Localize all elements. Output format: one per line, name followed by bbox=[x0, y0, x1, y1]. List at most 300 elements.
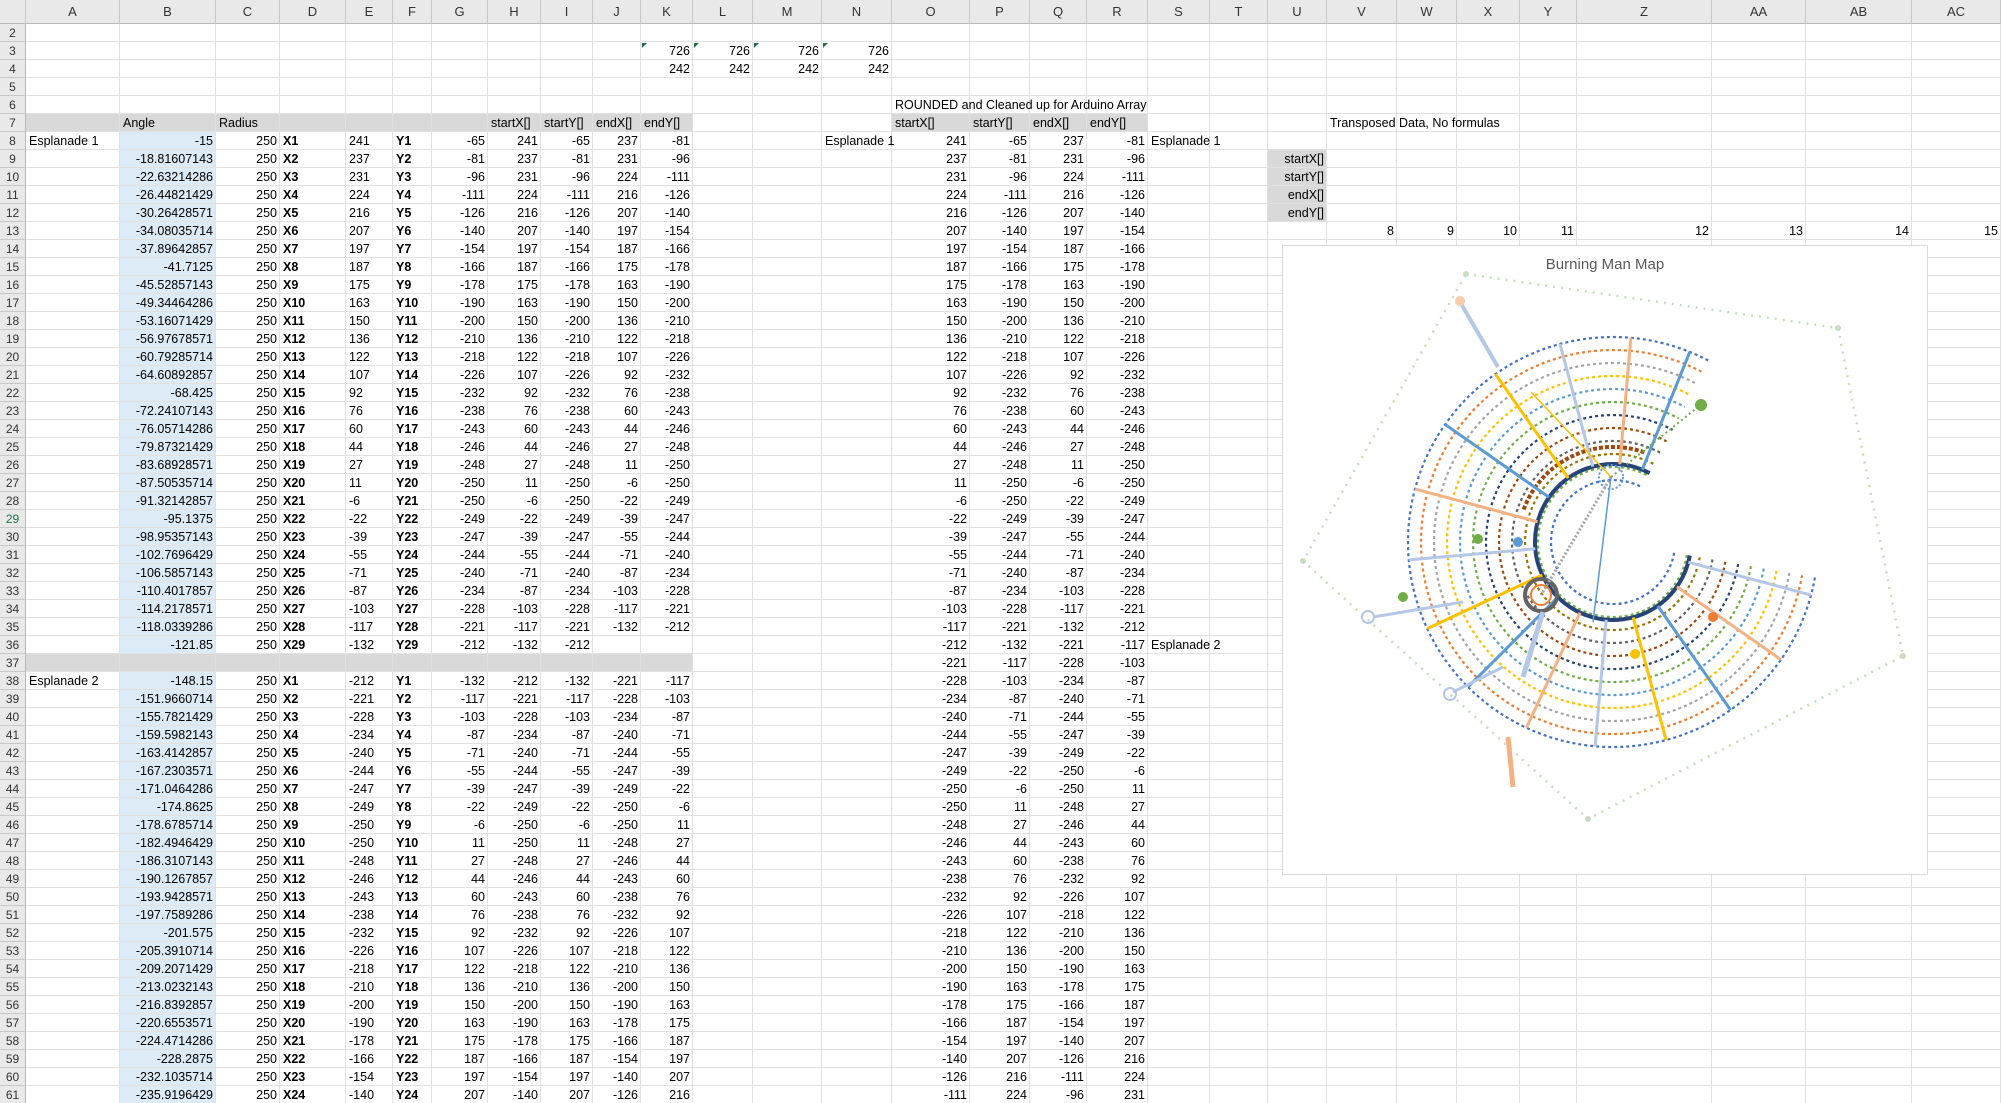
row-header-48[interactable]: 48 bbox=[0, 852, 26, 870]
cell-startx[interactable]: 11 bbox=[525, 476, 538, 490]
cell-angle[interactable]: -220.6553571 bbox=[135, 1016, 213, 1030]
cell-endy[interactable]: -6 bbox=[678, 800, 690, 814]
cell-top-value[interactable]: 726 bbox=[798, 44, 819, 58]
cell-angle[interactable]: -193.9428571 bbox=[135, 890, 213, 904]
cell-x-label[interactable]: X13 bbox=[283, 890, 306, 904]
cell-angle[interactable]: -163.4142857 bbox=[135, 746, 213, 760]
cell-rounded-startx[interactable]: 197 bbox=[946, 242, 967, 256]
row-header-52[interactable]: 52 bbox=[0, 924, 26, 942]
cell-rounded-endx[interactable]: -166 bbox=[1058, 998, 1084, 1012]
cell-rounded-endx[interactable]: 163 bbox=[1063, 278, 1084, 292]
cell-endx[interactable]: 197 bbox=[617, 224, 638, 238]
cell-rounded-endy[interactable]: -226 bbox=[1119, 350, 1145, 364]
cell-rounded-endx[interactable]: -249 bbox=[1058, 746, 1084, 760]
row-header-22[interactable]: 22 bbox=[0, 384, 26, 402]
cell-starty[interactable]: 122 bbox=[569, 962, 590, 976]
cell-rounded-startx[interactable]: -154 bbox=[941, 1034, 967, 1048]
cell-starty[interactable]: -244 bbox=[564, 548, 590, 562]
cell-rounded-startx[interactable]: -103 bbox=[941, 602, 967, 616]
cell-endx[interactable]: -228 bbox=[612, 692, 638, 706]
cell-x-value[interactable]: -190 bbox=[349, 1016, 375, 1030]
cell-x-value[interactable]: -6 bbox=[349, 494, 361, 508]
cell-x-label[interactable]: X18 bbox=[283, 440, 306, 454]
cell-rounded-startx[interactable]: -247 bbox=[941, 746, 967, 760]
cell-rounded-endy[interactable]: -248 bbox=[1119, 440, 1145, 454]
cell-x-label[interactable]: X9 bbox=[283, 818, 299, 832]
cell-x-value[interactable]: -140 bbox=[349, 1088, 375, 1102]
cell-rounded-starty[interactable]: -226 bbox=[1001, 368, 1027, 382]
cell-y-value[interactable]: -247 bbox=[459, 530, 485, 544]
cell-x-value[interactable]: -71 bbox=[349, 566, 368, 580]
cell-x-value[interactable]: -246 bbox=[349, 872, 375, 886]
cell-rounded-startx[interactable]: 122 bbox=[946, 350, 967, 364]
cell-y-value[interactable]: -96 bbox=[466, 170, 485, 184]
cell-x-value[interactable]: -243 bbox=[349, 890, 375, 904]
cell-angle[interactable]: -121.85 bbox=[170, 638, 213, 652]
cell-rounded-starty[interactable]: -200 bbox=[1001, 314, 1027, 328]
cell-angle[interactable]: -205.3910714 bbox=[135, 944, 213, 958]
cell-x-label[interactable]: X20 bbox=[283, 1016, 306, 1030]
cell-x-label[interactable]: X4 bbox=[283, 188, 299, 202]
cell-endy[interactable]: -250 bbox=[664, 476, 690, 490]
cell-endx[interactable]: 122 bbox=[617, 332, 638, 346]
cell-rounded-endy[interactable]: -210 bbox=[1119, 314, 1145, 328]
column-header-Y[interactable]: Y bbox=[1520, 0, 1577, 24]
cell-y-label[interactable]: Y24 bbox=[396, 1088, 419, 1102]
cell-starty[interactable]: -81 bbox=[571, 152, 590, 166]
cell-radius[interactable]: 250 bbox=[256, 854, 277, 868]
cell-x-value[interactable]: -250 bbox=[349, 818, 375, 832]
cell-y-value[interactable]: -65 bbox=[466, 134, 485, 148]
cell-y-label[interactable]: Y20 bbox=[396, 1016, 419, 1030]
cell-rounded-startx[interactable]: -243 bbox=[941, 854, 967, 868]
cell-startx[interactable]: 175 bbox=[517, 278, 538, 292]
cell-rounded-endy[interactable]: -39 bbox=[1126, 728, 1145, 742]
cell-endy[interactable]: -250 bbox=[664, 458, 690, 472]
cell-x-label[interactable]: X24 bbox=[283, 1088, 306, 1102]
cell-top-value[interactable]: 242 bbox=[669, 62, 690, 76]
cell-rounded-startx[interactable]: 207 bbox=[946, 224, 967, 238]
cell-x-label[interactable]: X3 bbox=[283, 710, 299, 724]
row-header-20[interactable]: 20 bbox=[0, 348, 26, 366]
column-header-N[interactable]: N bbox=[822, 0, 892, 24]
cell-radius[interactable]: 250 bbox=[256, 152, 277, 166]
cell-endy[interactable]: 122 bbox=[669, 944, 690, 958]
cell-rounded-startx[interactable]: 11 bbox=[954, 476, 967, 490]
cell-y-value[interactable]: 60 bbox=[471, 890, 485, 904]
cell-rounded-starty[interactable]: 60 bbox=[1013, 854, 1027, 868]
cell-endx[interactable]: -238 bbox=[612, 890, 638, 904]
cell-x-label[interactable] bbox=[280, 654, 346, 672]
cell-x-label[interactable]: X23 bbox=[283, 1070, 306, 1084]
cell-startx[interactable]: 207 bbox=[517, 224, 538, 238]
cell-radius[interactable] bbox=[216, 654, 280, 672]
cell-angle[interactable]: -151.9660714 bbox=[135, 692, 213, 706]
cell-x-value[interactable]: 76 bbox=[349, 404, 363, 418]
cell-rounded-endx[interactable]: -55 bbox=[1065, 530, 1084, 544]
cell-starty[interactable]: -190 bbox=[564, 296, 590, 310]
cell-endy[interactable]: 150 bbox=[669, 980, 690, 994]
cell-startx[interactable]: -132 bbox=[512, 638, 538, 652]
cell-x-label[interactable]: X18 bbox=[283, 980, 306, 994]
cell-y-value[interactable]: -238 bbox=[459, 404, 485, 418]
cell-x-value[interactable]: 231 bbox=[349, 170, 370, 184]
cell-starty[interactable] bbox=[541, 654, 593, 672]
row-header-16[interactable]: 16 bbox=[0, 276, 26, 294]
cell-starty[interactable]: 92 bbox=[576, 926, 590, 940]
cell-radius[interactable]: 250 bbox=[256, 764, 277, 778]
row-header-30[interactable]: 30 bbox=[0, 528, 26, 546]
cell-radius[interactable]: 250 bbox=[256, 584, 277, 598]
cell-startx[interactable]: -22 bbox=[519, 512, 538, 526]
cell-radius[interactable]: 250 bbox=[256, 314, 277, 328]
cell-y-label[interactable]: Y17 bbox=[396, 422, 419, 436]
cell-rounded-endy[interactable]: 224 bbox=[1124, 1070, 1145, 1084]
cell-y-value[interactable]: -140 bbox=[459, 224, 485, 238]
transposed-row-label[interactable]: endY[] bbox=[1287, 206, 1324, 220]
row-header-33[interactable]: 33 bbox=[0, 582, 26, 600]
cell-top-value[interactable]: 242 bbox=[868, 62, 889, 76]
column-header-B[interactable]: B bbox=[120, 0, 216, 24]
row-header-15[interactable]: 15 bbox=[0, 258, 26, 276]
cell-radius[interactable]: 250 bbox=[256, 494, 277, 508]
cell-rounded-endy[interactable]: -243 bbox=[1119, 404, 1145, 418]
cell-angle[interactable]: -224.4714286 bbox=[135, 1034, 213, 1048]
cell-x-label[interactable]: X10 bbox=[283, 296, 306, 310]
transposed-title[interactable]: Transposed Data, No formulas bbox=[1330, 116, 1500, 130]
cell-rounded-endx[interactable]: -200 bbox=[1058, 944, 1084, 958]
cell-y-value[interactable]: -87 bbox=[466, 728, 485, 742]
cell-angle[interactable]: -49.34464286 bbox=[135, 296, 213, 310]
cell-radius[interactable]: 250 bbox=[256, 692, 277, 706]
cell-x-label[interactable]: X12 bbox=[283, 332, 306, 346]
cell-y-label[interactable]: Y9 bbox=[396, 278, 412, 292]
column-header-K[interactable]: K bbox=[641, 0, 693, 24]
transposed-row-label[interactable]: startY[] bbox=[1284, 170, 1324, 184]
cell-y-value[interactable]: 11 bbox=[472, 836, 485, 850]
cell-top-value[interactable]: 726 bbox=[729, 44, 750, 58]
cell-x-label[interactable]: X20 bbox=[283, 476, 306, 490]
cell-rounded-starty[interactable]: -243 bbox=[1001, 422, 1027, 436]
cell-endx[interactable]: 136 bbox=[617, 314, 638, 328]
cell-startx[interactable]: -232 bbox=[512, 926, 538, 940]
cell-rounded-starty[interactable]: 76 bbox=[1013, 872, 1027, 886]
cell-endx[interactable]: -166 bbox=[612, 1034, 638, 1048]
cell-angle[interactable]: -15 bbox=[194, 134, 213, 148]
cell-angle[interactable]: -34.08035714 bbox=[135, 224, 213, 238]
cell-y-label[interactable]: Y23 bbox=[396, 530, 419, 544]
cell-endy[interactable]: -228 bbox=[664, 584, 690, 598]
cell-x-label[interactable]: X15 bbox=[283, 926, 306, 940]
row-header-42[interactable]: 42 bbox=[0, 744, 26, 762]
row-header-58[interactable]: 58 bbox=[0, 1032, 26, 1050]
cell-y-label[interactable]: Y21 bbox=[396, 1034, 419, 1048]
cell-x-value[interactable]: 197 bbox=[349, 242, 370, 256]
cell-y-value[interactable]: -6 bbox=[473, 818, 485, 832]
cell-endy[interactable]: 175 bbox=[669, 1016, 690, 1030]
cell-y-value[interactable]: -210 bbox=[459, 332, 485, 346]
cell-x-label[interactable]: X7 bbox=[283, 782, 299, 796]
cell-x-value[interactable]: 216 bbox=[349, 206, 370, 220]
cell-startx[interactable]: -247 bbox=[512, 782, 538, 796]
cell-x-value[interactable]: -212 bbox=[349, 674, 375, 688]
cell-rounded-endx[interactable]: -22 bbox=[1065, 494, 1084, 508]
cell-rounded-startx[interactable]: -166 bbox=[941, 1016, 967, 1030]
cell-starty[interactable]: -248 bbox=[564, 458, 590, 472]
cell-radius[interactable]: 250 bbox=[256, 836, 277, 850]
row-header-24[interactable]: 24 bbox=[0, 420, 26, 438]
cell-endy[interactable]: -248 bbox=[664, 440, 690, 454]
cell-rounded-starty[interactable]: -244 bbox=[1001, 548, 1027, 562]
cell-rounded-endy[interactable]: -228 bbox=[1119, 584, 1145, 598]
cell-rounded-endx[interactable]: -117 bbox=[1059, 602, 1084, 616]
cell-starty[interactable]: -65 bbox=[571, 134, 590, 148]
cell-rounded-startx[interactable]: -55 bbox=[948, 548, 967, 562]
row-header-9[interactable]: 9 bbox=[0, 150, 26, 168]
cell-starty[interactable]: -87 bbox=[571, 728, 590, 742]
cell-x-value[interactable]: -39 bbox=[349, 530, 368, 544]
cell-radius[interactable]: 250 bbox=[256, 890, 277, 904]
cell-y-value[interactable]: -250 bbox=[459, 476, 485, 490]
cell-x-value[interactable]: -166 bbox=[349, 1052, 375, 1066]
cell-radius[interactable]: 250 bbox=[256, 728, 277, 742]
cell-angle[interactable]: -190.1267857 bbox=[135, 872, 213, 886]
cell-endx[interactable]: -247 bbox=[612, 764, 638, 778]
cell-x-label[interactable]: X12 bbox=[283, 872, 306, 886]
cell-rounded-starty[interactable]: -55 bbox=[1008, 728, 1027, 742]
cell-y-value[interactable]: -166 bbox=[459, 260, 485, 274]
cell-rounded-starty[interactable]: -240 bbox=[1001, 566, 1027, 580]
cell-rounded-starty[interactable]: -132 bbox=[1001, 638, 1027, 652]
cell-endy[interactable]: -111 bbox=[666, 170, 690, 184]
cell-endy[interactable]: 187 bbox=[669, 1034, 690, 1048]
cell-x-value[interactable]: 122 bbox=[349, 350, 370, 364]
cell-endy[interactable]: -22 bbox=[671, 782, 690, 796]
cell-startx[interactable]: -178 bbox=[512, 1034, 538, 1048]
cell-y-label[interactable]: Y8 bbox=[396, 260, 412, 274]
cell-rounded-endy[interactable]: 136 bbox=[1124, 926, 1145, 940]
cell-rounded-endx[interactable]: -87 bbox=[1065, 566, 1084, 580]
cell-rounded-endx[interactable]: 92 bbox=[1070, 368, 1084, 382]
cell-startx[interactable]: 44 bbox=[524, 440, 538, 454]
cell-rounded-endx[interactable]: -221 bbox=[1058, 638, 1084, 652]
cell-rounded-endy[interactable]: -22 bbox=[1126, 746, 1145, 760]
cell-rounded-starty[interactable]: -246 bbox=[1001, 440, 1027, 454]
cell-rounded-starty[interactable]: 187 bbox=[1006, 1016, 1027, 1030]
cell-x-value[interactable]: -218 bbox=[349, 962, 375, 976]
cell-rounded-endx[interactable]: -111 bbox=[1060, 1070, 1084, 1084]
cell-y-label[interactable]: Y19 bbox=[396, 458, 419, 472]
cell-radius[interactable]: 250 bbox=[256, 962, 277, 976]
cell-endy[interactable]: 27 bbox=[676, 836, 690, 850]
cell-endx[interactable]: -55 bbox=[619, 530, 638, 544]
cell-rounded-endy[interactable]: 60 bbox=[1131, 836, 1145, 850]
cell-y-value[interactable]: 92 bbox=[471, 926, 485, 940]
cell-rounded-starty[interactable]: -178 bbox=[1001, 278, 1027, 292]
cell-rounded-endx[interactable]: 44 bbox=[1070, 422, 1084, 436]
cell-angle[interactable] bbox=[120, 654, 216, 672]
label-esplanade-1[interactable]: Esplanade 1 bbox=[29, 134, 99, 148]
cell-endx[interactable]: -250 bbox=[612, 818, 638, 832]
cell-rounded-starty[interactable]: -190 bbox=[1001, 296, 1027, 310]
cell-rounded-startx[interactable]: -248 bbox=[941, 818, 967, 832]
row-header-2[interactable]: 2 bbox=[0, 24, 26, 42]
cell-top-value[interactable]: 242 bbox=[729, 62, 750, 76]
cell-startx[interactable]: -240 bbox=[512, 746, 538, 760]
cell-rounded-endx[interactable]: -240 bbox=[1058, 692, 1084, 706]
row-header-44[interactable]: 44 bbox=[0, 780, 26, 798]
cell-endy[interactable]: -117 bbox=[665, 674, 690, 688]
cell-y-label[interactable]: Y24 bbox=[396, 548, 419, 562]
cell-y-value[interactable]: -111 bbox=[461, 188, 485, 202]
cell-x-value[interactable]: 92 bbox=[349, 386, 363, 400]
cell-endy[interactable]: -126 bbox=[664, 188, 690, 202]
cell-starty[interactable]: -140 bbox=[564, 224, 590, 238]
cell-endy[interactable]: -246 bbox=[664, 422, 690, 436]
cell-y-label[interactable]: Y13 bbox=[396, 350, 419, 364]
cell-x-value[interactable]: 207 bbox=[349, 224, 370, 238]
column-header-Z[interactable]: Z bbox=[1577, 0, 1712, 24]
cell-endx[interactable]: -232 bbox=[612, 908, 638, 922]
cell-endx[interactable]: -39 bbox=[619, 512, 638, 526]
cell-endy[interactable]: -71 bbox=[671, 728, 690, 742]
cell-x-label[interactable]: X28 bbox=[283, 620, 306, 634]
header-angle[interactable]: Angle bbox=[123, 116, 155, 130]
cell-rounded-endx[interactable]: 237 bbox=[1063, 134, 1084, 148]
cell-rounded-starty[interactable]: 197 bbox=[1006, 1034, 1027, 1048]
cell-angle[interactable]: -216.8392857 bbox=[135, 998, 213, 1012]
cell-starty[interactable]: -178 bbox=[564, 278, 590, 292]
row-header-8[interactable]: 8 bbox=[0, 132, 26, 150]
cell-y-label[interactable]: Y23 bbox=[396, 1070, 419, 1084]
row-header-14[interactable]: 14 bbox=[0, 240, 26, 258]
cell-rounded-endy[interactable]: 207 bbox=[1124, 1034, 1145, 1048]
cell-y-value[interactable]: -243 bbox=[459, 422, 485, 436]
cell-rounded-startx[interactable]: -240 bbox=[941, 710, 967, 724]
cell-rounded-startx[interactable]: -250 bbox=[941, 782, 967, 796]
column-header-G[interactable]: G bbox=[432, 0, 488, 24]
column-header-V[interactable]: V bbox=[1327, 0, 1397, 24]
cell-angle[interactable]: -72.24107143 bbox=[135, 404, 213, 418]
cell-angle[interactable]: -235.9196429 bbox=[135, 1088, 213, 1102]
cell-rounded-starty[interactable]: 136 bbox=[1006, 944, 1027, 958]
cell-x-value[interactable]: 136 bbox=[349, 332, 370, 346]
cell-y-value[interactable]: 27 bbox=[471, 854, 485, 868]
cell-y-label[interactable]: Y18 bbox=[396, 980, 419, 994]
cell-y-label[interactable]: Y12 bbox=[396, 332, 419, 346]
transposed-number[interactable]: 11 bbox=[1561, 224, 1574, 238]
cell-rounded-startx[interactable]: -232 bbox=[941, 890, 967, 904]
cell-starty[interactable]: -232 bbox=[564, 386, 590, 400]
cell-y-value[interactable]: -71 bbox=[466, 746, 485, 760]
cell-rounded-endy[interactable]: -71 bbox=[1126, 692, 1145, 706]
cell-rounded-startx[interactable]: 44 bbox=[953, 440, 967, 454]
cell-endy[interactable]: -154 bbox=[664, 224, 690, 238]
column-header-AA[interactable]: AA bbox=[1712, 0, 1806, 24]
cell-starty[interactable]: -166 bbox=[564, 260, 590, 274]
rounded-header-endy[interactable]: endY[] bbox=[1090, 116, 1127, 130]
cell-radius[interactable]: 250 bbox=[256, 458, 277, 472]
cell-rounded-startx[interactable]: -87 bbox=[948, 584, 967, 598]
cell-rounded-endy[interactable]: 150 bbox=[1124, 944, 1145, 958]
cell-angle[interactable]: -228.2875 bbox=[156, 1052, 213, 1066]
cell-endy[interactable]: 136 bbox=[669, 962, 690, 976]
cell-rounded-endx[interactable]: -234 bbox=[1058, 674, 1084, 688]
cell-x-label[interactable]: X19 bbox=[283, 458, 306, 472]
cell-endx[interactable]: -87 bbox=[619, 566, 638, 580]
cell-rounded-endy[interactable]: 231 bbox=[1124, 1088, 1145, 1102]
cell-rounded-endy[interactable]: -166 bbox=[1119, 242, 1145, 256]
chart-burning-man-map[interactable] bbox=[1282, 245, 1928, 875]
cell-y-value[interactable]: -221 bbox=[459, 620, 485, 634]
column-header-S[interactable]: S bbox=[1148, 0, 1210, 24]
cell-endx[interactable]: 76 bbox=[624, 386, 638, 400]
column-header-T[interactable]: T bbox=[1210, 0, 1268, 24]
cell-x-label[interactable]: X13 bbox=[283, 350, 306, 364]
cell-x-label[interactable]: X2 bbox=[283, 152, 299, 166]
cell-rounded-endy[interactable]: -218 bbox=[1119, 332, 1145, 346]
cell-rounded-startx[interactable]: -246 bbox=[941, 836, 967, 850]
cell-y-value[interactable]: 207 bbox=[464, 1088, 485, 1102]
column-header-AC[interactable]: AC bbox=[1912, 0, 2001, 24]
row-header-3[interactable]: 3 bbox=[0, 42, 26, 60]
cell-y-label[interactable]: Y22 bbox=[396, 1052, 419, 1066]
cell-x-label[interactable]: X22 bbox=[283, 1052, 306, 1066]
cell-x-value[interactable]: -232 bbox=[349, 926, 375, 940]
cell-angle[interactable]: -106.5857143 bbox=[135, 566, 213, 580]
cell-rounded-startx[interactable]: 60 bbox=[953, 422, 967, 436]
cell-y-label[interactable]: Y13 bbox=[396, 890, 419, 904]
cell-y-label[interactable]: Y6 bbox=[396, 764, 412, 778]
cell-rounded-endy[interactable]: -249 bbox=[1119, 494, 1145, 508]
cell-rounded-startx[interactable]: -226 bbox=[941, 908, 967, 922]
cell-y-value[interactable]: -234 bbox=[459, 584, 485, 598]
cell-rounded-startx[interactable]: 163 bbox=[946, 296, 967, 310]
cell-y-value[interactable] bbox=[432, 654, 488, 672]
cell-x-label[interactable]: X14 bbox=[283, 908, 306, 922]
cell-y-value[interactable]: -39 bbox=[466, 782, 485, 796]
cell-radius[interactable]: 250 bbox=[256, 170, 277, 184]
cell-y-value[interactable]: -228 bbox=[459, 602, 485, 616]
cell-starty[interactable]: 76 bbox=[576, 908, 590, 922]
cell-rounded-startx[interactable]: -234 bbox=[941, 692, 967, 706]
cell-rounded-starty[interactable]: 122 bbox=[1006, 926, 1027, 940]
cell-rounded-startx[interactable]: -117 bbox=[942, 620, 967, 634]
cell-radius[interactable]: 250 bbox=[256, 710, 277, 724]
cell-rounded-startx[interactable]: 136 bbox=[946, 332, 967, 346]
cell-starty[interactable]: -111 bbox=[566, 188, 590, 202]
row-header-60[interactable]: 60 bbox=[0, 1068, 26, 1086]
column-header-M[interactable]: M bbox=[753, 0, 822, 24]
cell-endx[interactable]: -190 bbox=[612, 998, 638, 1012]
cell-startx[interactable] bbox=[488, 654, 541, 672]
cell-rounded-starty[interactable]: -96 bbox=[1008, 170, 1027, 184]
cell-startx[interactable]: -6 bbox=[526, 494, 538, 508]
rounded-header-startx[interactable]: startX[] bbox=[895, 116, 935, 130]
cell-angle[interactable]: -91.32142857 bbox=[135, 494, 213, 508]
cell-x-label[interactable]: X1 bbox=[283, 674, 299, 688]
cell-starty[interactable]: -228 bbox=[564, 602, 590, 616]
row-header-29[interactable]: 29 bbox=[0, 510, 26, 528]
cell-starty[interactable]: -226 bbox=[564, 368, 590, 382]
cell-starty[interactable]: -210 bbox=[564, 332, 590, 346]
cell-y-value[interactable]: 136 bbox=[464, 980, 485, 994]
cell-endx[interactable]: -132 bbox=[612, 620, 638, 634]
cell-rounded-endy[interactable]: 197 bbox=[1124, 1016, 1145, 1030]
cell-angle[interactable]: -159.5982143 bbox=[135, 728, 213, 742]
cell-rounded-endy[interactable]: -212 bbox=[1119, 620, 1145, 634]
cell-endx[interactable]: -103 bbox=[612, 584, 638, 598]
